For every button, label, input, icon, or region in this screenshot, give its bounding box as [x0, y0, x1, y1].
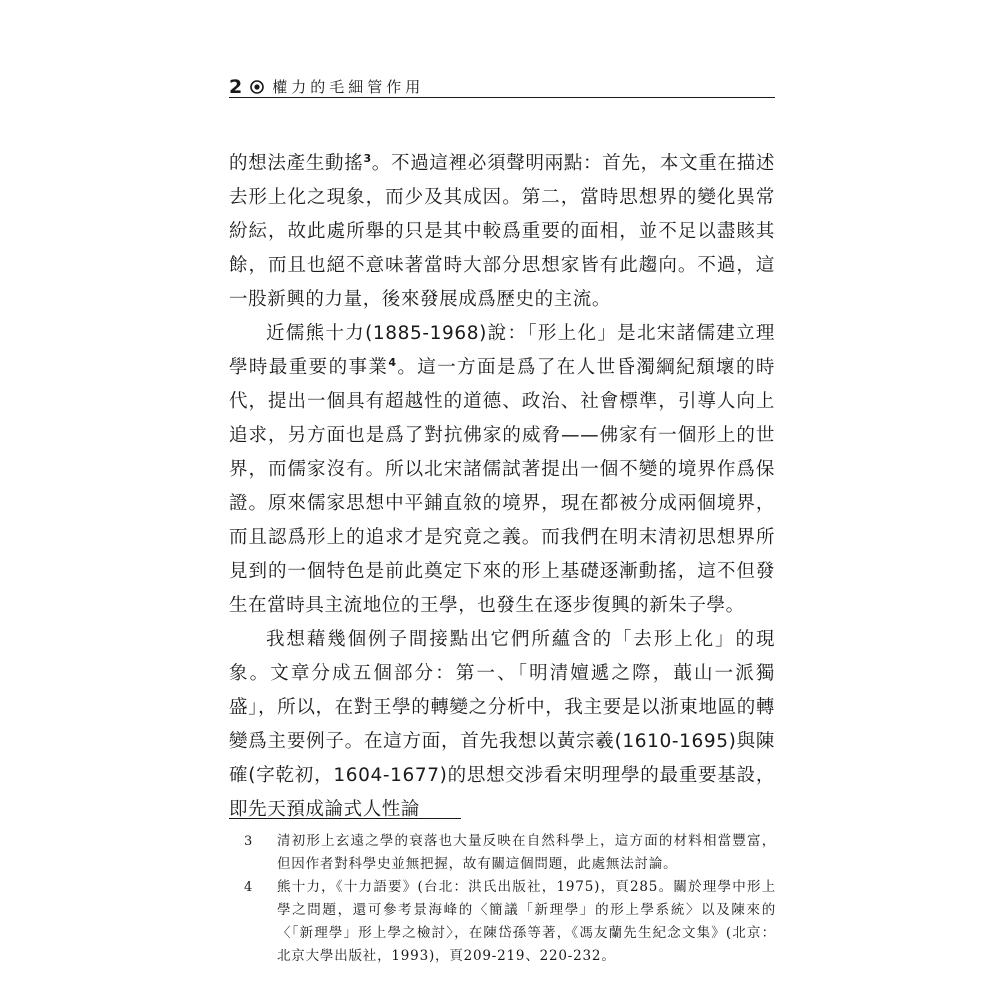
paragraph-2: [229, 317, 775, 623]
footnote-4: [244, 876, 776, 968]
paragraph-1-text-b: 。不過這裡必須聲明兩點：首先，本文重在描述去形上化之現象，而少及其成因。第二，當時思想界的變化異常紛紜，故此處所舉的只是其中較爲重要的面相，並不足以盡賅其餘，而且也絕不意味著當時大部分思想家皆有此趨向。不過，這一股新興的力量，後來發展成爲歷史的主流。: [229, 153, 775, 310]
paragraph-3: 我想藉幾個例子間接點出它們所蘊含的「去形上化」的現象。文章分成五個部分：第一、「明清嬗遞之際，蕺山一派獨盛」，所以，在對王學的轉變之分析中，我主要是以浙東地區的轉變爲主要例子。在這方面，首先我想以黃宗羲(1610-1695)與陳確(字乾初，1604-1677)的思想交涉看宋明理學的最重要基設，即先天預成論式人性論: [229, 629, 775, 820]
footnote-ref-3: 3: [363, 151, 372, 165]
target-icon: [250, 80, 264, 94]
paragraph-2-text-a: 近儒熊十力(1885-1968)說：「形上化」是北宋諸儒建立理學時最重要的事業: [229, 323, 775, 378]
footnotes: [244, 830, 776, 968]
running-header: [229, 72, 775, 98]
footnote-text: 清初形上玄遠之學的衰落也大量反映在自然科學上，這方面的材料相當豐富，但因作者對科學史並無把握，故有關這個問題，此處無法討論。: [277, 833, 776, 872]
running-title: 權力的毛細管作用: [272, 78, 425, 96]
footnote-divider: [229, 818, 461, 819]
footnote-ref-4: 4: [388, 355, 397, 369]
paragraph-2-text-b: 。這一方面是爲了在人世昏濁綱紀頹壞的時代，提出一個具有超越性的道德、政治、社會標準，引導人向上追求，另方面也是爲了對抗佛家的威脅——佛家有一個形上的世界，而儒家沒有。所以北宋諸儒試著提出一個不變的境界作爲保證。原來儒家思想中平鋪直敘的境界，現在都被分成兩個境界，而且認爲形上的追求才是究竟之義。而我們在明末清初思想界所見到的一個特色是前此奠定下來的形上基礎逐漸動搖，這不但發生在當時具主流地位的王學，也發生在逐步復興的新朱子學。: [229, 357, 775, 616]
footnote-text: 熊十力，《十力語要》(台北：洪氏出版社，1975)，頁285。關於理學中形上學之問題，還可參考景海峰的〈簡議「新理學」的形上學系統〉以及陳來的〈「新理學」形上學之檢討〉，在陳岱孫等著，《馮友蘭先生紀念文集》(北京：北京大學出版社，1993)，頁209-219、220-232。: [277, 879, 776, 964]
paragraph-1-text-a: 的想法產生動搖: [229, 153, 364, 174]
footnote-number: 4: [244, 880, 253, 895]
footnote-number: 3: [244, 834, 253, 849]
page-number: 2: [229, 76, 243, 98]
paragraph-1: [229, 147, 775, 317]
main-text: [229, 147, 775, 827]
header-divider: [229, 97, 775, 98]
footnote-3: [244, 830, 776, 876]
